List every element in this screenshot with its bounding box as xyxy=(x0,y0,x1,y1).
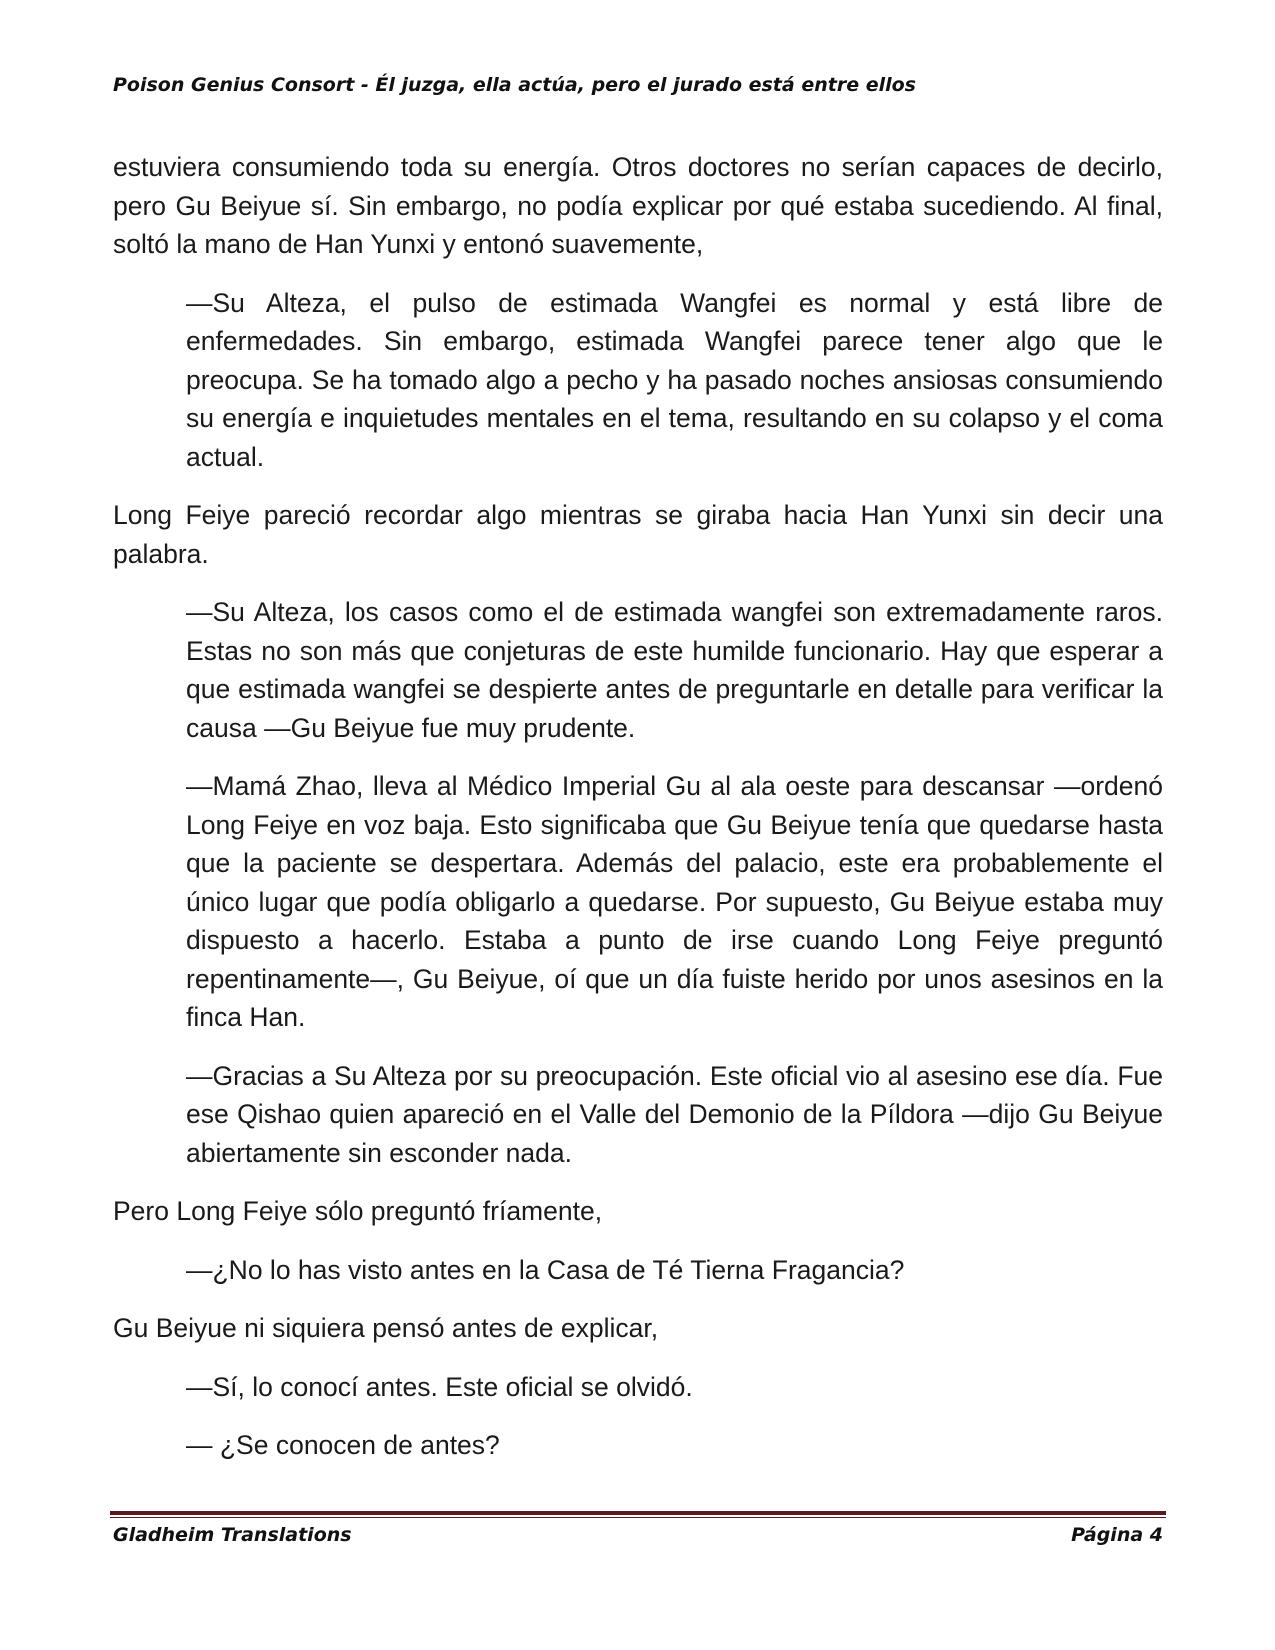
dialogue-paragraph: —Mamá Zhao, lleva al Médico Imperial Gu al ala oeste para descansar —ordenó Long Feiye en voz baja. Esto significaba que Gu Beiyue tenía que quedarse hasta que la paciente se despertara. Además del palacio, este era probablemente el único lugar que podía obligarlo a quedarse. Por supuesto, Gu Beiyue estaba muy dispuesto a hacerlo. Estaba a punto de irse cuando Long Feiye preguntó repentinamente—, Gu Beiyue, oí que un día fuiste herido por unos asesinos en la finca Han. xyxy=(186,771,1163,1032)
paragraph: estuviera consumiendo toda su energía. Otros doctores no serían capaces de decirlo, pero Gu Beiyue sí. Sin embargo, no podía explicar por qué estaba sucediendo. Al final, soltó la mano de Han Yunxi y entonó suavemente, xyxy=(113,152,1163,259)
dialogue-paragraph: —Su Alteza, los casos como el de estimada wangfei son extremadamente raros. Estas no son más que conjeturas de este humilde funcionario. Hay que esperar a que estimada wangfei se despierte antes de preguntarle en detalle para verificar la causa —Gu Beiyue fue muy prudente. xyxy=(186,597,1163,743)
dialogue-paragraph: —Su Alteza, el pulso de estimada Wangfei es normal y está libre de enfermedades. Sin embargo, estimada Wangfei parece tener algo que le preocupa. Se ha tomado algo a pecho y ha pasado noches ansiosas consumiendo su energía e inquietudes mentales en el tema, resultando en su colapso y el coma actual. xyxy=(186,287,1163,472)
paragraph: Pero Long Feiye sólo preguntó fríamente, xyxy=(113,1196,603,1226)
footer-divider-thin xyxy=(110,1517,1166,1518)
page-number: Página 4 xyxy=(1071,1524,1163,1546)
footer-divider xyxy=(110,1511,1166,1515)
paragraph: Gu Beiyue ni siquiera pensó antes de explicar, xyxy=(113,1313,659,1343)
page-footer xyxy=(113,1524,1163,1546)
dialogue-paragraph: —Sí, lo conocí antes. Este oficial se olvidó. xyxy=(186,1371,693,1402)
paragraph: Long Feiye pareció recordar algo mientras se giraba hacia Han Yunxi sin decir una palabra. xyxy=(113,500,1163,569)
footer-publisher: Gladheim Translations xyxy=(113,1524,352,1546)
document-body xyxy=(113,148,1163,1485)
page-header-title: Poison Genius Consort - Él juzga, ella actúa, pero el jurado está entre ellos xyxy=(113,74,916,96)
dialogue-paragraph: — ¿Se conocen de antes? xyxy=(186,1430,500,1460)
dialogue-paragraph: —¿No lo has visto antes en la Casa de Té Tierna Fragancia? xyxy=(186,1254,905,1285)
dialogue-paragraph: —Gracias a Su Alteza por su preocupación. Este oficial vio al asesino ese día. Fue ese Qishao quien apareció en el Valle del Demonio de la Píldora —dijo Gu Beiyue abiertamente sin esconder nada. xyxy=(186,1060,1163,1168)
